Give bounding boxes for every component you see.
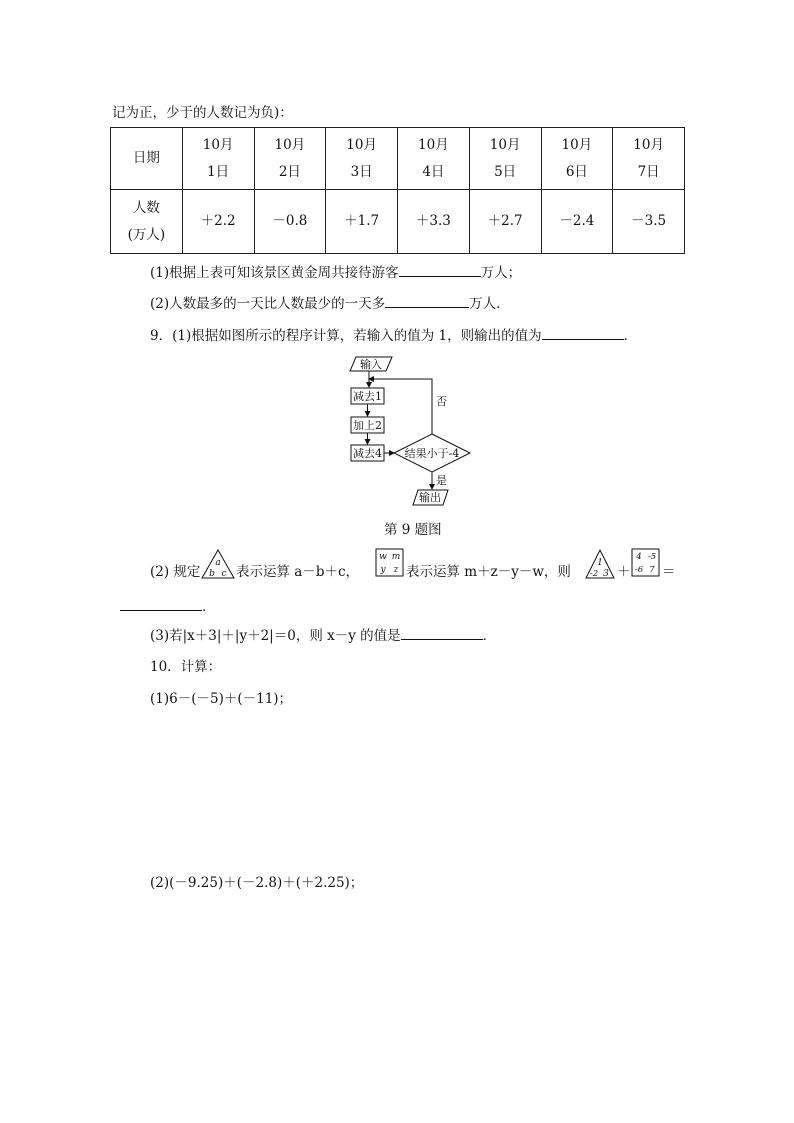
q10-title: 10．计算： <box>150 659 222 675</box>
svg-text:7: 7 <box>649 565 655 575</box>
square-operator-value <box>631 548 661 578</box>
table-row <box>111 190 685 254</box>
svg-text:1: 1 <box>597 558 603 568</box>
no-label: 否 <box>436 395 447 408</box>
q10-part1: (1)6－(－5)＋(－11)； <box>150 691 293 707</box>
table-row <box>111 128 685 190</box>
svg-text:-6: -6 <box>634 565 644 575</box>
step1-label: 减去1 <box>353 390 382 403</box>
svg-text:c: c <box>221 569 227 579</box>
q8-part2: (2)人数最多的一天比人数最少的一天多 万人． <box>150 293 510 313</box>
svg-text:-5: -5 <box>647 552 657 562</box>
table-cell: －3.5 <box>613 190 685 254</box>
answer-blank <box>401 625 483 640</box>
triangle-operator-def <box>200 548 236 580</box>
svg-text:a: a <box>215 558 221 568</box>
q9-part1: 9．(1)根据如图所示的程序计算，若输入的值为 1，则输出的值为 ． <box>150 325 637 345</box>
table-cell: 10月 5日 <box>469 128 541 190</box>
table-cell: 10月 2日 <box>254 128 326 190</box>
step2-label: 加上2 <box>353 419 382 432</box>
q9-part2-a: (2) 规定 <box>150 564 201 580</box>
svg-text:-2: -2 <box>589 569 599 579</box>
q9-part2-answer: ． <box>120 596 216 616</box>
table-header-date: 日期 <box>111 128 183 190</box>
input-label: 输入 <box>360 358 382 371</box>
answer-blank <box>120 596 202 611</box>
q9-part2-plus: ＋ <box>617 564 631 580</box>
q9-part2-b: 表示运算 a－b＋c， <box>236 564 360 580</box>
table-cell: －0.8 <box>254 190 326 254</box>
intro-text: 记为正，少于的人数记为负)： <box>112 105 293 121</box>
table-cell: ＋2.7 <box>469 190 541 254</box>
svg-text:m: m <box>391 552 401 562</box>
decision-label: 结果小于-4 <box>404 447 460 460</box>
q9-part3: (3)若|x＋3|＋|y＋2|＝0，则 x－y 的值是 ． <box>150 625 496 645</box>
triangle-operator-value <box>584 548 616 580</box>
svg-text:z: z <box>393 565 399 575</box>
program-flowchart <box>330 350 490 510</box>
yes-label: 是 <box>436 474 447 487</box>
square-operator-def <box>375 548 405 578</box>
table-header-count: 人数 (万人) <box>111 190 183 254</box>
svg-text:y: y <box>380 565 386 575</box>
q9-part2-c: 表示运算 m＋z－y－w，则 <box>406 564 571 580</box>
answer-blank <box>542 325 624 340</box>
table-cell: 10月 6日 <box>541 128 613 190</box>
table-cell: －2.4 <box>541 190 613 254</box>
table-cell: 10月 4日 <box>398 128 470 190</box>
q8-part1: (1)根据上表可知该景区黄金周共接待游客 万人； <box>150 262 521 282</box>
output-label: 输出 <box>419 491 441 504</box>
table-cell: ＋3.3 <box>398 190 470 254</box>
svg-text:4: 4 <box>636 552 642 562</box>
table-cell: ＋2.2 <box>182 190 254 254</box>
q10-part2: (2)(－9.25)＋(－2.8)＋(＋2.25)； <box>150 875 364 891</box>
q9-part2-eq: ＝ <box>662 564 676 580</box>
table-cell: 10月 7日 <box>613 128 685 190</box>
answer-blank <box>399 262 481 277</box>
step3-label: 减去4 <box>353 447 382 460</box>
svg-text:w: w <box>379 552 387 562</box>
table-cell: 10月 3日 <box>326 128 398 190</box>
svg-text:3: 3 <box>603 569 609 579</box>
figure-caption: 第 9 题图 <box>384 522 442 538</box>
table-cell: 10月 1日 <box>182 128 254 190</box>
answer-blank <box>385 293 469 308</box>
visitor-table <box>110 127 685 254</box>
svg-text:b: b <box>209 569 215 579</box>
table-cell: ＋1.7 <box>326 190 398 254</box>
